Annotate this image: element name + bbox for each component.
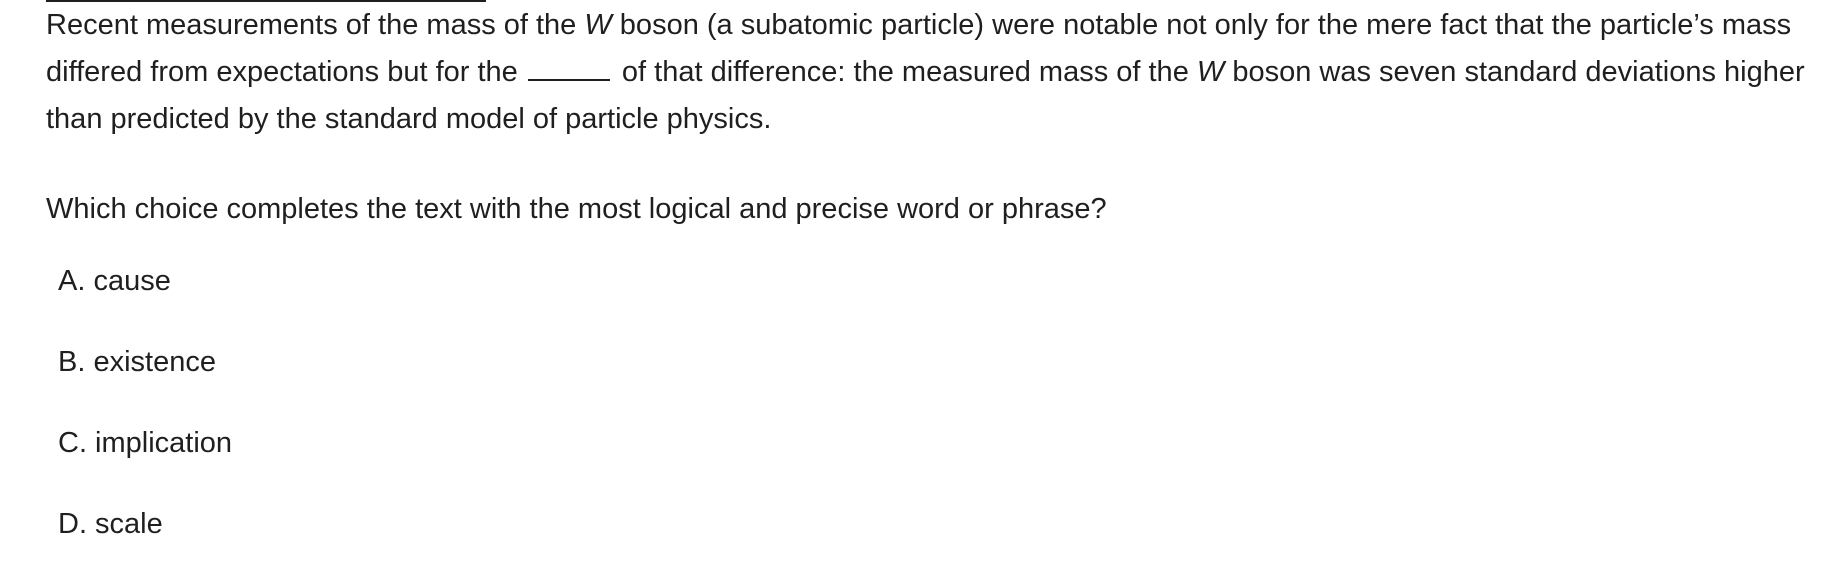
passage-segment-4: boson was seven standard deviations higher than predicted by the standard model of particle physics. bbox=[46, 56, 1805, 135]
answer-choices bbox=[58, 258, 232, 582]
passage-text bbox=[46, 0, 1806, 143]
passage-italic-w-2: W bbox=[1196, 56, 1225, 88]
choice-b[interactable]: B. existence bbox=[58, 346, 216, 378]
passage-segment-3: of that difference: the measured mass of the bbox=[613, 56, 1197, 88]
passage-segment-2: boson (a subatomic particle) were notable not only for the mere fact that the particle’s mass differed from expectations but for the bbox=[46, 9, 1792, 88]
choice-c[interactable]: C. implication bbox=[58, 427, 233, 459]
choice-d[interactable]: D. scale bbox=[58, 508, 163, 540]
choice-a[interactable]: A. cause bbox=[58, 265, 171, 297]
passage-italic-w-1: W bbox=[584, 9, 612, 41]
fill-in-blank bbox=[528, 57, 610, 81]
question-prompt: Which choice completes the text with the most logical and precise word or phrase? bbox=[46, 193, 1107, 225]
passage-segment-1: Recent measurements of the mass of the bbox=[46, 9, 585, 41]
